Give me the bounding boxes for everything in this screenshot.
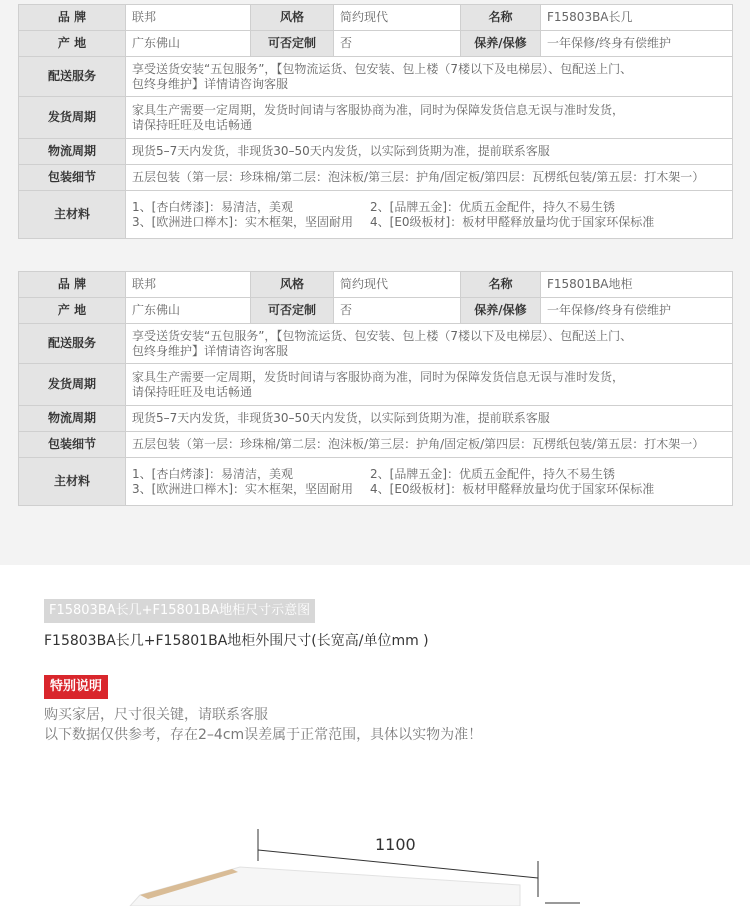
brand-value: 联邦 xyxy=(126,5,251,31)
origin-label: 产 地 xyxy=(19,31,126,57)
logistics-value: 现货5–7天内发货，非现货30–50天内发货，以实际到货期为准，提前联系客服 xyxy=(126,139,733,165)
brand-label: 品 牌 xyxy=(19,5,126,31)
ship-line-2: 请保持旺旺及电话畅通 xyxy=(132,384,253,399)
style-value: 简约现代 xyxy=(334,272,461,298)
warranty-label: 保养/保修 xyxy=(461,298,541,324)
name-value: F15801BA地柜 xyxy=(541,272,733,298)
table-row xyxy=(19,165,733,191)
warranty-value: 一年保修/终身有偿维护 xyxy=(541,31,733,57)
table-row xyxy=(19,406,733,432)
note-line-1: 购买家居，尺寸很关键，请联系客服 xyxy=(44,707,268,723)
table-row xyxy=(19,458,733,506)
table-row xyxy=(19,298,733,324)
logistics-label: 物流周期 xyxy=(19,406,126,432)
table-row xyxy=(19,272,733,298)
table-row xyxy=(19,324,733,364)
delivery-line-1: 享受送货安装“五包服务”，【包物流运货、包安装、包上楼（7楼以下及电梯层）、包配送上门、 xyxy=(132,328,633,343)
ship-line-1: 家具生产需要一定周期，发货时间请与客服协商为准，同时为保障发货信息无误与准时发货， xyxy=(132,102,625,117)
origin-value: 广东佛山 xyxy=(126,298,251,324)
material-item-1: 1、[杏白烤漆]：易清洁，美观 xyxy=(132,199,293,214)
ship-value xyxy=(126,364,733,406)
table-row xyxy=(19,432,733,458)
material-item-4: 4、[E0级板材]：板材甲醛释放量均优于国家环保标准 xyxy=(370,214,655,229)
spec-table-tv-cabinet xyxy=(18,271,733,506)
furniture-dimension-drawing xyxy=(0,815,750,906)
table-row xyxy=(19,364,733,406)
material-item-1: 1、[杏白烤漆]：易清洁，美观 xyxy=(132,466,293,481)
delivery-value xyxy=(126,57,733,97)
pack-label: 包装细节 xyxy=(19,165,126,191)
origin-label: 产 地 xyxy=(19,298,126,324)
custom-value: 否 xyxy=(334,298,461,324)
custom-label: 可否定制 xyxy=(251,31,334,57)
table-row xyxy=(19,31,733,57)
brand-value: 联邦 xyxy=(126,272,251,298)
ship-value xyxy=(126,97,733,139)
table-row xyxy=(19,139,733,165)
material-item-2: 2、[品牌五金]：优质五金配件，持久不易生锈 xyxy=(370,466,615,481)
material-item-3: 3、[欧洲进口榉木]：实木框架，坚固耐用 xyxy=(132,214,353,229)
pack-value: 五层包装（第一层：珍珠棉/第二层：泡沫板/第三层：护角/固定板/第四层：瓦楞纸包装/第五层：打木架一） xyxy=(126,432,733,458)
table-row xyxy=(19,97,733,139)
table-row xyxy=(19,191,733,239)
ship-label: 发货周期 xyxy=(19,364,126,406)
material-item-2: 2、[品牌五金]：优质五金配件，持久不易生锈 xyxy=(370,199,615,214)
special-note-badge: 特别说明 xyxy=(44,675,108,699)
brand-label: 品 牌 xyxy=(19,272,126,298)
material-value xyxy=(126,458,733,506)
delivery-line-1: 享受送货安装“五包服务”，【包物流运货、包安装、包上楼（7楼以下及电梯层）、包配送上门、 xyxy=(132,61,633,76)
warranty-value: 一年保修/终身有偿维护 xyxy=(541,298,733,324)
pack-label: 包装细节 xyxy=(19,432,126,458)
name-value: F15803BA长几 xyxy=(541,5,733,31)
warranty-label: 保养/保修 xyxy=(461,31,541,57)
spec-table-coffee-table xyxy=(18,4,733,239)
note-line-2: 以下数据仅供参考，存在2–4cm误差属于正常范围，具体以实物为准！ xyxy=(44,727,483,743)
style-label: 风格 xyxy=(251,272,334,298)
ship-line-1: 家具生产需要一定周期，发货时间请与客服协商为准，同时为保障发货信息无误与准时发货， xyxy=(132,369,625,384)
origin-value: 广东佛山 xyxy=(126,31,251,57)
material-item-3: 3、[欧洲进口榉木]：实木框架，坚固耐用 xyxy=(132,481,353,496)
delivery-value xyxy=(126,324,733,364)
material-label: 主材料 xyxy=(19,191,126,239)
delivery-label: 配送服务 xyxy=(19,324,126,364)
table-row xyxy=(19,57,733,97)
width-dimension-label: 1100 xyxy=(375,835,416,854)
material-value xyxy=(126,191,733,239)
delivery-label: 配送服务 xyxy=(19,57,126,97)
dimensions-title: F15803BA长几+F15801BA地柜尺寸示意图 xyxy=(44,599,315,623)
delivery-line-2: 包终身维护】详情请咨询客服 xyxy=(132,343,289,358)
style-label: 风格 xyxy=(251,5,334,31)
ship-label: 发货周期 xyxy=(19,97,126,139)
material-label: 主材料 xyxy=(19,458,126,506)
style-value: 简约现代 xyxy=(334,5,461,31)
dimensions-subtitle: F15803BA长几+F15801BA地柜外围尺寸(长宽高/单位mm ) xyxy=(44,633,429,649)
name-label: 名称 xyxy=(461,5,541,31)
material-item-4: 4、[E0级板材]：板材甲醛释放量均优于国家环保标准 xyxy=(370,481,655,496)
ship-line-2: 请保持旺旺及电话畅通 xyxy=(132,117,253,132)
table-row xyxy=(19,5,733,31)
custom-label: 可否定制 xyxy=(251,298,334,324)
pack-value: 五层包装（第一层：珍珠棉/第二层：泡沫板/第三层：护角/固定板/第四层：瓦楞纸包装/第五层：打木架一） xyxy=(126,165,733,191)
custom-value: 否 xyxy=(334,31,461,57)
dimensions-section xyxy=(0,565,750,906)
logistics-value: 现货5–7天内发货，非现货30–50天内发货，以实际到货期为准，提前联系客服 xyxy=(126,406,733,432)
delivery-line-2: 包终身维护】详情请咨询客服 xyxy=(132,76,289,91)
name-label: 名称 xyxy=(461,272,541,298)
logistics-label: 物流周期 xyxy=(19,139,126,165)
